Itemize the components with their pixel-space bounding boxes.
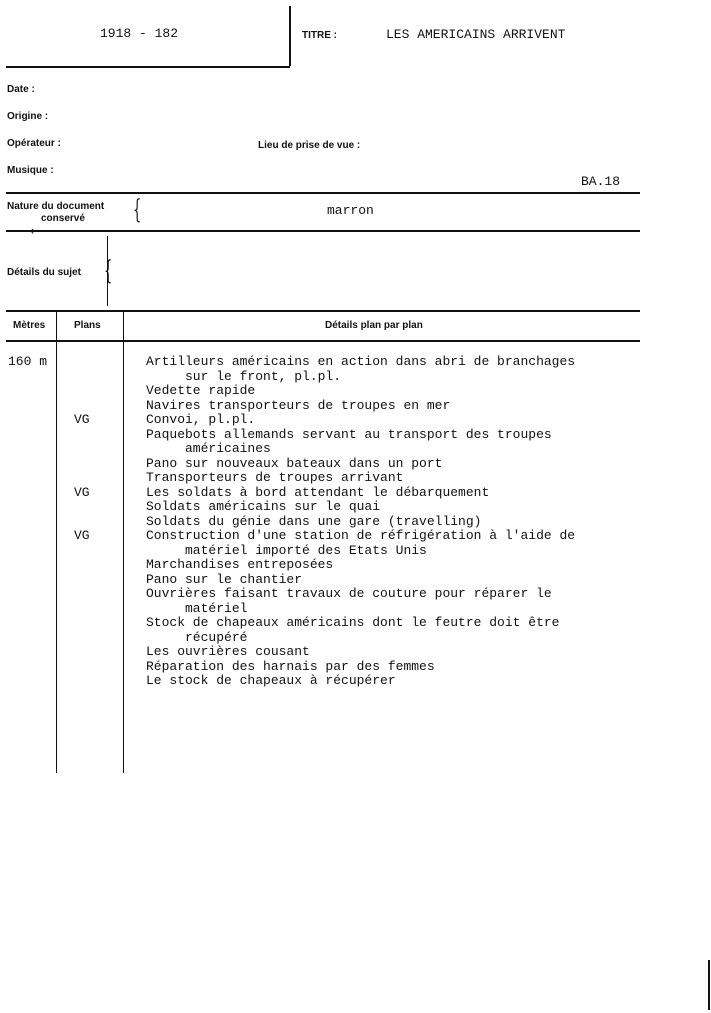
plan-cell: VG bbox=[74, 412, 90, 427]
nature-label-line2: conservé bbox=[41, 213, 85, 224]
col-divider-1 bbox=[56, 311, 57, 773]
detail-line: matériel importé des Etats Unis bbox=[146, 542, 427, 558]
archive-code: BA.18 bbox=[581, 174, 621, 189]
detail-line: Navires transporteurs de troupes en mer bbox=[146, 397, 451, 413]
detail-line: Paquebots allemands servant au transport des troupes bbox=[146, 426, 552, 442]
nature-brace-icon: { bbox=[133, 195, 142, 225]
detail-line: sur le front, pl.pl. bbox=[146, 368, 342, 384]
table-header-rule bbox=[6, 340, 640, 342]
detail-line: Pano sur le chantier bbox=[146, 571, 303, 587]
nature-value: marron bbox=[327, 203, 374, 218]
details-sujet-brace-icon: { bbox=[104, 256, 113, 286]
header-bottom-rule bbox=[6, 66, 290, 68]
detail-line: Artilleurs américains en action dans abri de branchages bbox=[146, 354, 576, 369]
detail-line: américaines bbox=[146, 441, 271, 456]
detail-line: Soldats américains sur le quai bbox=[146, 499, 381, 514]
plan-cell: VG bbox=[74, 528, 90, 543]
detail-line: Marchandises entreposées bbox=[146, 557, 334, 572]
plan-cell: VG bbox=[74, 484, 90, 500]
header-divider bbox=[289, 6, 291, 66]
plans-column bbox=[74, 354, 119, 774]
title-label: TITRE : bbox=[302, 30, 337, 41]
detail-line: Les soldats à bord attendant le débarquement bbox=[146, 484, 490, 500]
col-header-details: Détails plan par plan bbox=[325, 320, 423, 331]
detail-line: Vedette rapide bbox=[146, 383, 256, 398]
detail-line: Convoi, pl.pl. bbox=[146, 412, 256, 427]
lieu-label: Lieu de prise de vue : bbox=[258, 140, 361, 151]
col-divider-2 bbox=[123, 311, 124, 773]
detail-line: Les ouvrières cousant bbox=[146, 644, 310, 659]
metres-value: 160 m bbox=[8, 354, 48, 369]
document-title: LES AMERICAINS ARRIVENT bbox=[386, 27, 566, 42]
details-column bbox=[146, 354, 616, 774]
col-header-metres: Mètres bbox=[13, 320, 46, 331]
date-label: Date : bbox=[7, 84, 35, 95]
reference-number: 1918 - 182 bbox=[100, 26, 179, 41]
detail-line: Réparation des harnais par des femmes bbox=[146, 658, 435, 674]
details-sujet-label: Détails du sujet bbox=[7, 267, 81, 278]
origine-label: Origine : bbox=[7, 111, 49, 122]
rule-before-nature bbox=[6, 192, 640, 194]
table-top-rule bbox=[6, 310, 640, 312]
detail-line: matériel bbox=[146, 600, 248, 616]
operateur-label: Opérateur : bbox=[7, 138, 61, 149]
nature-label-line1: Nature du document bbox=[7, 201, 105, 212]
page-edge-mark bbox=[708, 960, 710, 1010]
rule-before-details bbox=[6, 230, 640, 232]
detail-line: Pano sur nouveaux bateaux dans un port bbox=[146, 455, 443, 471]
detail-line: Soldats du génie dans une gare (travelling) bbox=[146, 513, 482, 529]
detail-line: récupéré bbox=[146, 629, 248, 645]
detail-line: Le stock de chapeaux à récupérer bbox=[146, 673, 396, 688]
detail-line: Transporteurs de troupes arrivant bbox=[146, 470, 404, 485]
detail-line: Stock de chapeaux américains dont le feutre doit être bbox=[146, 615, 560, 630]
arrow-mark-icon: ← bbox=[30, 224, 41, 238]
col-header-plans: Plans bbox=[74, 320, 101, 331]
musique-label: Musique : bbox=[7, 165, 54, 176]
detail-line: Construction d'une station de réfrigération à l'aide de bbox=[146, 528, 576, 543]
detail-line: Ouvrières faisant travaux de couture pour réparer le bbox=[146, 586, 552, 601]
